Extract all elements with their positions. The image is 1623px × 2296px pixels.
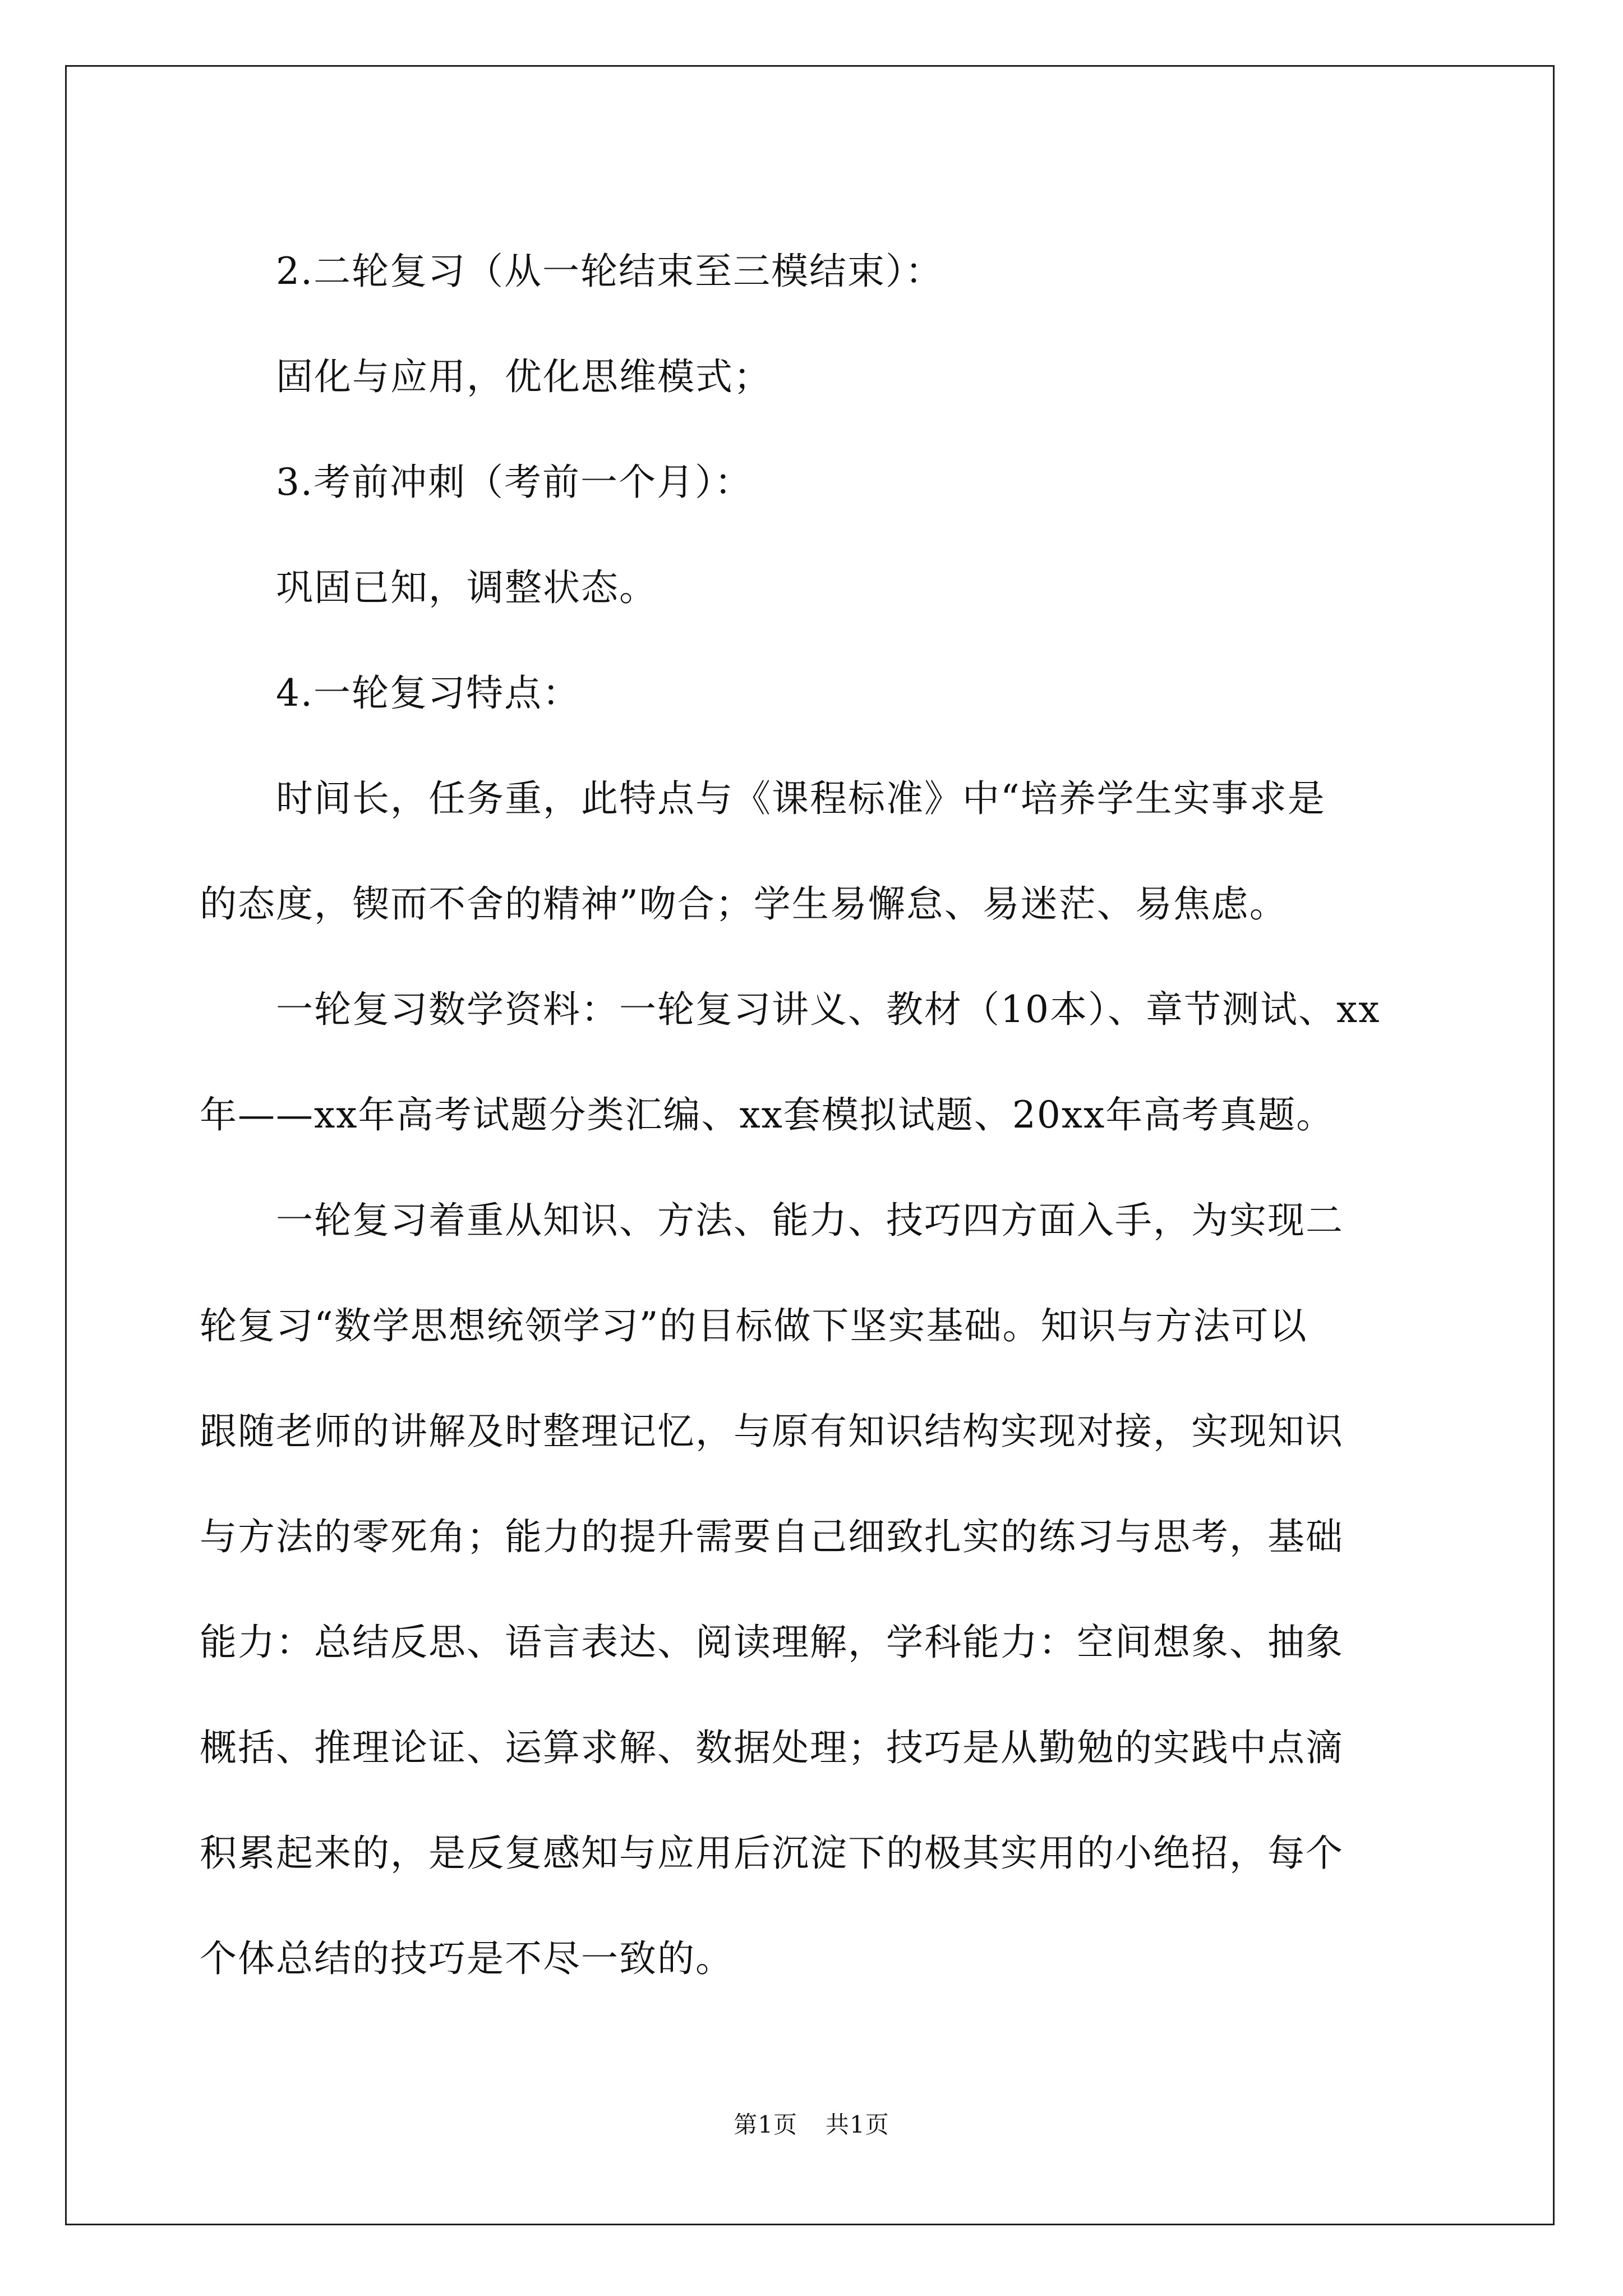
page-number: 第1页 [734,2111,797,2138]
text-line: 2.二轮复习（从一轮结束至三模结束）： [276,250,943,293]
text-line: 3.考前冲刺（考前一个月）： [276,461,753,504]
page-footer [0,2108,1623,2142]
text-line: 4.一轮复习特点： [276,671,580,715]
text-line: 与方法的零死角；能力的提升需要自己细致扎实的练习与思考，基础 [200,1515,1344,1558]
text-line: 的态度，锲而不舍的精神”吻合；学生易懈怠、易迷茫、易焦虑。 [200,882,1288,926]
text-line: 概括、推理论证、运算求解、数据处理；技巧是从勤勉的实践中点滴 [200,1726,1344,1769]
text-line: 年——xx年高考试题分类汇编、xx套模拟试题、20xx年高考真题。 [200,1093,1335,1137]
text-line: 时间长，任务重，此特点与《课程标准》中“培养学生实事求是 [276,777,1326,820]
page-total: 共1页 [826,2111,889,2138]
text-line: 跟随老师的讲解及时整理记忆，与原有知识结构实现对接，实现知识 [200,1410,1344,1453]
text-line: 积累起来的，是反复感知与应用后沉淀下的极其实用的小绝招，每个 [200,1832,1344,1875]
text-line: 轮复习“数学思想统领学习”的目标做下坚实基础。知识与方法可以 [200,1304,1308,1347]
text-line: 一轮复习着重从知识、方法、能力、技巧四方面入手，为实现二 [276,1199,1344,1242]
document-body [200,219,1422,2012]
text-line: 个体总结的技巧是不尽一致的。 [200,1937,734,1980]
text-line: 固化与应用，优化思维模式； [276,355,772,398]
text-line: 一轮复习数学资料：一轮复习讲义、教材（10本）、章节测试、xx [276,988,1381,1031]
text-line: 能力：总结反思、语言表达、阅读理解，学科能力：空间想象、抽象 [200,1621,1344,1664]
text-line: 巩固已知，调整状态。 [276,566,657,609]
